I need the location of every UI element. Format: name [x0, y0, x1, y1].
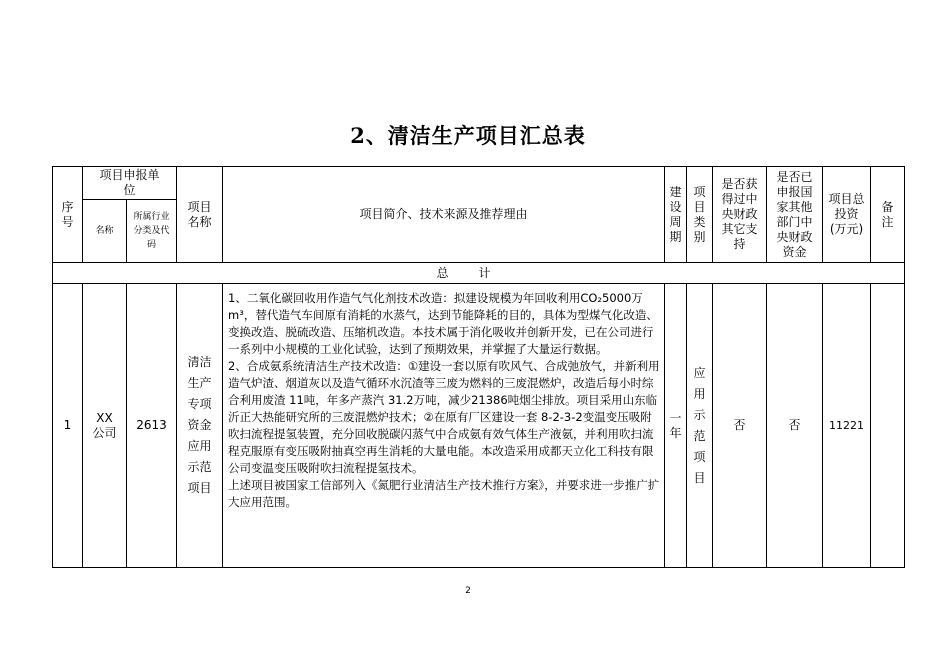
header-category: 项目类别	[687, 167, 713, 263]
header-other-funds: 是否已申报国家其他部门中央财政资金	[767, 167, 823, 263]
header-central-funds: 是否获得过中央财政其它支持	[713, 167, 767, 263]
cell-period: 一年	[665, 284, 687, 568]
header-period: 建设周期	[665, 167, 687, 263]
header-project-name: 项目名称	[177, 167, 223, 263]
cell-other-funds: 否	[767, 284, 823, 568]
cell-project-name: 清洁生产专项资金应用示范项目	[177, 284, 223, 568]
description-paragraph-1: 1、二氧化碳回收用作造气气化剂技术改造：拟建设规模为年回收利用CO₂5000万m³，替代造气车间原有消耗的水蒸气，达到节能降耗的目的，具体为型煤气化改造、变换改造、脱硫改造、压缩机改造。本技术属于消化吸收并创新开发，已在公司进行一系列中小规模的工业化试验，达到了预期效果，并掌握了大量运行数据。	[228, 291, 658, 356]
header-seq: 序号	[53, 167, 83, 263]
cell-remark	[871, 284, 905, 568]
header-investment: 项目总投资(万元)	[823, 167, 871, 263]
header-remark: 备注	[871, 167, 905, 263]
summary-table	[52, 166, 905, 568]
total-row	[53, 263, 905, 284]
description-paragraph-3: 上述项目被国家工信部列入《氮肥行业清洁生产技术推行方案》，并要求进一步推广扩大应用范围。	[228, 478, 660, 509]
header-description: 项目简介、技术来源及推荐理由	[223, 167, 665, 263]
cell-description	[223, 284, 665, 568]
header-unit-industry: 所属行业分类及代码	[127, 200, 177, 263]
page-title: 2、清洁生产项目汇总表	[350, 123, 586, 148]
cell-seq: 1	[53, 284, 83, 568]
cell-investment: 11221	[823, 284, 871, 568]
header-unit: 项目申报单位	[83, 167, 177, 200]
header-unit-name: 名称	[83, 200, 127, 263]
cell-category: 应用示范项目	[687, 284, 713, 568]
cell-industry-code: 2613	[127, 284, 177, 568]
page-number: 2	[465, 586, 471, 596]
cell-central-funds: 否	[713, 284, 767, 568]
cell-unit-name: XX公司	[83, 284, 127, 568]
description-paragraph-2: 2、合成氨系统清洁生产技术改造：①建设一套以原有吹风气、合成弛放气，并新利用造气炉渣、烟道灰以及造气循环水沉渣等三废为燃料的三废混燃炉，改造后每小时综合利用废渣 11吨，年多产蒸汽 31.2万吨，减少21386吨烟尘排放。项目采用山东临沂正大热能研究所的三废混燃炉技术；②在原有厂区建设一套 8-2-3-2变温变压吸附吹扫流程提氢装置，充分回收脱碳闪蒸气中合成氨有效气体生产液氨，并利用吹扫流程克服原有变压吸附抽真空再生消耗的大量电能。本改造采用成都天立化工科技有限公司变温变压吸附吹扫流程提氢技术。	[228, 359, 660, 475]
total-label: 总计	[436, 265, 521, 280]
